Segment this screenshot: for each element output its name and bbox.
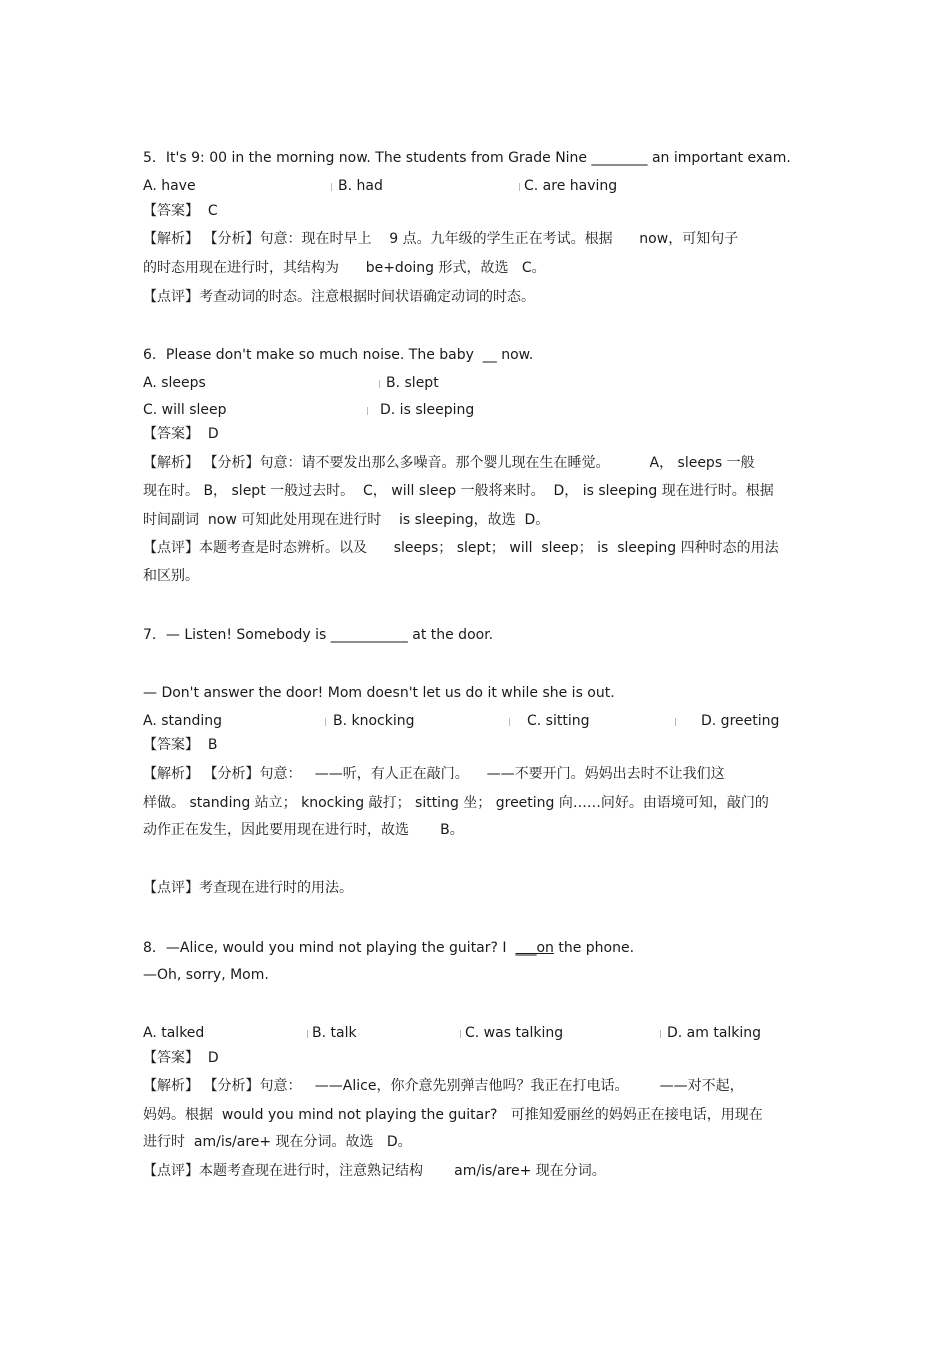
- q5-analysis-line-2: 的时态用现在进行时，其结构为 be+doing 形式，故选 C。: [143, 260, 546, 276]
- option-separator: [331, 183, 332, 191]
- q8-analysis-line-3: 进行时 am/is/are+ 现在分词。故选 D。: [143, 1134, 412, 1150]
- option-separator: [660, 1030, 661, 1038]
- q5-option-a: A. have: [143, 178, 196, 194]
- q7-option-b: B. knocking: [333, 713, 415, 729]
- q6-analysis-line-3: 时间副词 now 可知此处用现在进行时 is sleeping，故选 D。: [143, 512, 550, 528]
- q8-analysis-line-2: 妈妈。根据 would you mind not playing the guitar? 可推知爱丽丝的妈妈正在接电话，用现在: [143, 1107, 763, 1123]
- q6-option-c: C. will sleep: [143, 402, 227, 418]
- option-separator: [367, 407, 368, 415]
- q7-comment: 【点评】考查现在进行时的用法。: [143, 880, 353, 896]
- option-separator: [519, 183, 520, 191]
- q5-answer: 【答案】 C: [143, 203, 218, 219]
- q7-analysis-line-2: 样做。 standing 站立； knocking 敲打； sitting 坐； greeting 向……问好。由语境可知，敲门的: [143, 795, 769, 811]
- q5-option-c: C. are having: [524, 178, 618, 194]
- option-separator: [325, 718, 326, 726]
- q8-stem-blank: ___on: [515, 940, 554, 956]
- option-separator: [675, 718, 676, 726]
- q7-analysis-line-1: 【解析】 【分析】句意： ——听，有人正在敲门。 ——不要开门。妈妈出去时不让我们这: [143, 766, 725, 782]
- q6-option-d: D. is sleeping: [380, 402, 475, 418]
- q6-analysis-line-1: 【解析】 【分析】句意：请不要发出那么多噪音。那个婴儿现在生在睡觉。 A， sleeps 一般: [143, 455, 755, 471]
- q8-option-b: B. talk: [312, 1025, 357, 1041]
- q7-option-c: C. sitting: [527, 713, 590, 729]
- q8-stem-prefix: 8．—Alice, would you mind not playing the guitar? I: [143, 940, 516, 956]
- q8-option-c: C. was talking: [465, 1025, 564, 1041]
- q7-answer: 【答案】 B: [143, 737, 218, 753]
- q8-stem-suffix: the phone.: [553, 940, 635, 956]
- q5-analysis-line-1: 【解析】 【分析】句意：现在时早上 9 点。九年级的学生正在考试。根据 now，可知句子: [143, 231, 739, 247]
- option-separator: [307, 1030, 308, 1038]
- q8-stem-reply: —Oh, sorry, Mom.: [143, 967, 269, 983]
- q8-analysis-line-1: 【解析】 【分析】句意： ——Alice，你介意先别弹吉他吗？我正在打电话。 ——对不起，: [143, 1078, 744, 1094]
- q8-option-a: A. talked: [143, 1025, 205, 1041]
- q6-comment-line-2: 和区别。: [143, 568, 199, 584]
- q5-option-b: B. had: [338, 178, 383, 194]
- option-separator: [379, 380, 380, 388]
- q8-comment: 【点评】本题考查现在进行时，注意熟记结构 am/is/are+ 现在分词。: [143, 1163, 606, 1179]
- q6-answer: 【答案】 D: [143, 426, 219, 442]
- q7-stem: 7．— Listen! Somebody is ___________ at the door.: [143, 627, 494, 643]
- q8-stem: [143, 939, 634, 957]
- q6-comment-line-1: 【点评】本题考查是时态辨析。以及 sleeps； slept； will sleep； is sleeping 四种时态的用法: [143, 540, 779, 556]
- q8-answer: 【答案】 D: [143, 1050, 219, 1066]
- q7-option-a: A. standing: [143, 713, 223, 729]
- option-separator: [509, 718, 510, 726]
- option-separator: [460, 1030, 461, 1038]
- q6-stem: 6．Please don't make so much noise. The baby __ now.: [143, 347, 534, 363]
- q6-analysis-line-2: 现在时。 B， slept 一般过去时。 C， will sleep 一般将来时。 D， is sleeping 现在进行时。根据: [143, 483, 774, 499]
- q6-option-b: B. slept: [386, 375, 439, 391]
- q7-analysis-line-3: 动作正在发生，因此要用现在进行时，故选 B。: [143, 822, 464, 838]
- q6-option-a: A. sleeps: [143, 375, 206, 391]
- q7-stem-reply: — Don't answer the door! Mom doesn't let us do it while she is out.: [143, 685, 615, 701]
- q7-option-d: D. greeting: [701, 713, 780, 729]
- q8-option-d: D. am talking: [667, 1025, 762, 1041]
- q5-stem: 5．It's 9: 00 in the morning now. The students from Grade Nine ________ an important exam.: [143, 150, 791, 166]
- q5-comment: 【点评】考查动词的时态。注意根据时间状语确定动词的时态。: [143, 289, 535, 305]
